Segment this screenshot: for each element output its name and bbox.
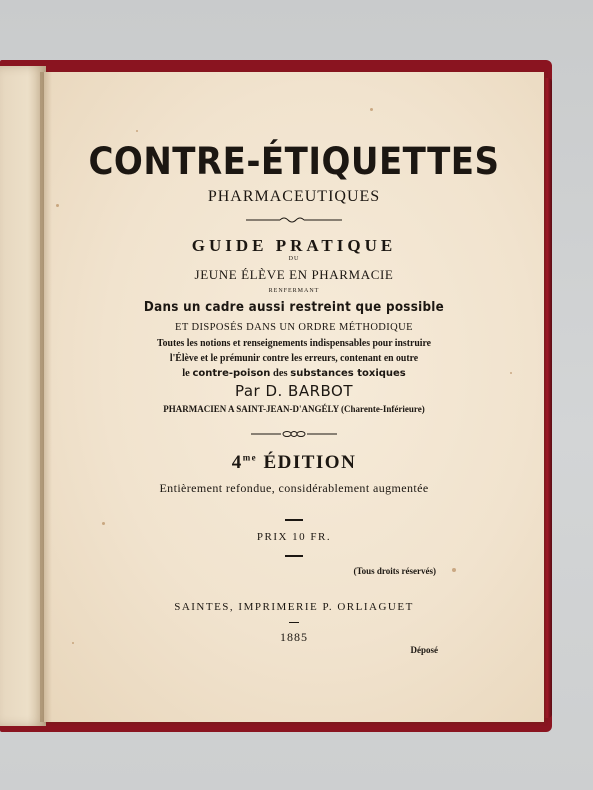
contre-des: des [273, 368, 288, 379]
contre-le: le [182, 368, 190, 379]
depose-mark: Déposé [410, 645, 438, 655]
edition-line [44, 452, 544, 474]
notions-line: Toutes les notions et renseignements indispensables pour instruire [157, 338, 431, 349]
disposes-line: ET DISPOSÉS DANS UN ORDRE MÉTHODIQUE [175, 322, 413, 333]
price-line: PRIX 10 FR. [256, 531, 332, 543]
renfermant-label: RENFERMANT [268, 288, 320, 294]
author-line: Par D. BARBOT [234, 382, 354, 400]
printer-line: SAINTES, IMPRIMERIE P. ORLIAGUET [174, 601, 414, 613]
edition-number: 4 [231, 452, 243, 473]
divider-dash [285, 519, 303, 521]
eleve-line: l'Élève et le prémunir contre les erreurs, contenant en outre [169, 353, 419, 364]
edition-word: ÉDITION [263, 452, 357, 473]
divider-dash [289, 622, 299, 623]
contre-poison-word: contre-poison [192, 368, 271, 379]
audience-line: JEUNE ÉLÈVE EN PHARMACIE [194, 267, 394, 282]
title-page-text [44, 72, 544, 722]
guide-heading: GUIDE PRATIQUE [191, 236, 397, 255]
ornament-rule-icon [251, 429, 337, 439]
edition-superscript: me [242, 452, 258, 463]
page-gutter-shadow [40, 72, 52, 722]
substances-words: substances toxiques [290, 368, 406, 379]
ornament-rule-icon [246, 215, 342, 225]
cadre-line: Dans un cadre aussi restreint que possible [143, 300, 445, 315]
refondue-line: Entièrement refondue, considérablement augmentée [159, 481, 429, 495]
contre-poison-line [44, 368, 544, 379]
du-label: DU [288, 256, 300, 262]
rights-reserved: (Tous droits réservés) [353, 566, 436, 576]
book-title: CONTRE-ÉTIQUETTES [88, 140, 500, 183]
divider-dash [285, 555, 303, 557]
author-location: PHARMACIEN A SAINT-JEAN-D'ANGÉLY (Charente-Inférieure) [163, 404, 425, 414]
title-page [44, 72, 544, 722]
publication-year: 1885 [280, 630, 308, 644]
book-subtitle: PHARMACEUTIQUES [207, 188, 381, 205]
